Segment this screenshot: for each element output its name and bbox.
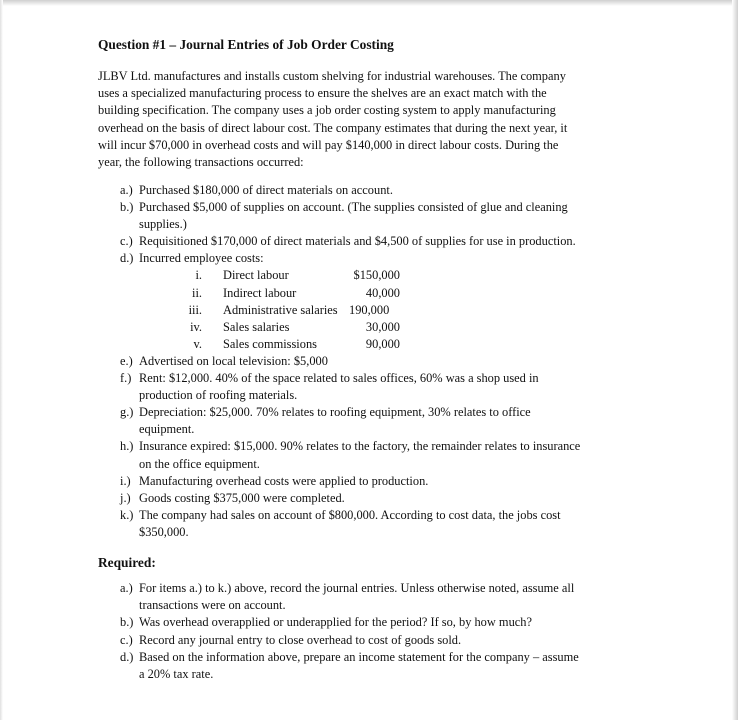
item-text: supplies.) [139, 217, 187, 232]
cost-roman-numeral: i. [195, 268, 202, 283]
item-text: equipment. [139, 422, 195, 437]
item-text: Goods costing $375,000 were completed. [139, 490, 345, 505]
intro-line: year, the following transactions occurred: [98, 155, 304, 170]
cost-label: Sales commissions [223, 336, 317, 351]
transaction-item-b [120, 199, 650, 233]
page-shadow-top [0, 0, 738, 6]
cost-amount: 90,000 [365, 336, 400, 351]
item-label: a.) [120, 581, 133, 595]
item-text: Based on the information above, prepare an income statement for the company – assume [139, 649, 579, 664]
intro-line: uses a specialized manufacturing process to ensure the shelves are an exact match with the [98, 86, 547, 101]
item-text: Insurance expired: $15,000. 90% relates to the factory, the remainder relates to insurance [139, 439, 581, 454]
item-text: on the office equipment. [139, 456, 260, 471]
required-item-c [120, 632, 650, 649]
required-list [120, 580, 650, 683]
question-title: Question #1 – Journal Entries of Job Order Costing [98, 37, 394, 52]
employee-costs-table [120, 267, 650, 352]
transaction-list [120, 182, 650, 541]
cost-roman-numeral: v. [193, 336, 202, 351]
required-item-b [120, 614, 650, 631]
transaction-item-k [120, 507, 650, 541]
item-text: Manufacturing overhead costs were applied to production. [139, 473, 429, 488]
employee-cost-row [120, 336, 650, 353]
page-shadow-left [0, 0, 3, 720]
item-label: i.) [120, 473, 131, 488]
cost-roman-numeral: iii. [188, 302, 202, 317]
employee-cost-row [120, 285, 650, 302]
cost-label: Sales salaries [223, 319, 290, 334]
question-intro [98, 68, 638, 171]
required-item-a [120, 580, 650, 614]
item-text: Depreciation: $25,000. 70% relates to roofing equipment, 30% relates to office [139, 405, 531, 420]
item-text: $350,000. [139, 524, 189, 539]
item-label: c.) [120, 632, 133, 647]
item-label: f.) [120, 371, 132, 386]
cost-amount: 40,000 [365, 285, 400, 300]
item-label: h.) [120, 439, 134, 454]
transaction-item-f [120, 370, 650, 404]
item-text: Purchased $5,000 of supplies on account. (The supplies consisted of glue and cleaning [139, 200, 568, 215]
transaction-item-a [120, 182, 650, 199]
intro-line: will incur $70,000 in overhead costs and will pay $140,000 in direct labour costs. During the [98, 137, 559, 152]
item-text: transactions were on account. [139, 598, 286, 613]
cost-amount: $150,000 [353, 268, 400, 283]
item-label: c.) [120, 234, 133, 249]
employee-cost-row [120, 267, 650, 284]
cost-label: Direct labour [223, 268, 289, 283]
transaction-item-e [120, 353, 650, 370]
item-text: Purchased $180,000 of direct materials on account. [139, 183, 393, 197]
page-shadow-right [732, 0, 738, 720]
cost-roman-numeral: iv. [190, 319, 202, 334]
item-text: The company had sales on account of $800,000. According to cost data, the jobs cost [139, 507, 561, 522]
employee-cost-row [120, 302, 650, 319]
employee-cost-row [120, 319, 650, 336]
item-label: b.) [120, 200, 134, 215]
item-text: For items a.) to k.) above, record the journal entries. Unless otherwise noted, assume all [139, 581, 575, 595]
item-label: d.) [120, 649, 134, 664]
item-text: production of roofing materials. [139, 388, 298, 403]
transaction-item-c [120, 233, 650, 250]
intro-line: JLBV Ltd. manufactures and installs custom shelving for industrial warehouses. The company [98, 69, 566, 83]
cost-amount: 30,000 [365, 319, 400, 334]
item-label: g.) [120, 405, 134, 420]
transaction-item-g [120, 404, 650, 438]
item-label: d.) [120, 251, 134, 266]
intro-line: building specification. The company uses a job order costing system to apply manufacturing [98, 103, 556, 118]
item-text: Record any journal entry to close overhead to cost of goods sold. [139, 632, 462, 647]
item-label: b.) [120, 615, 134, 630]
transaction-item-i [120, 473, 650, 490]
item-label: k.) [120, 507, 134, 522]
item-text: Advertised on local television: $5,000 [139, 353, 328, 368]
item-text: a 20% tax rate. [139, 667, 214, 682]
cost-label: Administrative salaries [223, 302, 338, 317]
item-text: Requisitioned $170,000 of direct materials and $4,500 of supplies for use in production. [139, 234, 576, 249]
item-text: Was overhead overapplied or underapplied for the period? If so, by how much? [139, 615, 532, 630]
transaction-item-j [120, 490, 650, 507]
cost-roman-numeral: ii. [192, 285, 202, 300]
transaction-item-h [120, 438, 650, 472]
intro-line: overhead on the basis of direct labour cost. The company estimates that during the next year, it [98, 120, 568, 135]
cost-amount: 190,000 [349, 302, 390, 317]
item-label: e.) [120, 353, 133, 368]
item-text: Rent: $12,000. 40% of the space related to sales offices, 60% was a shop used in [139, 371, 539, 386]
item-label: a.) [120, 183, 133, 197]
item-text: Incurred employee costs: [139, 251, 264, 266]
transaction-item-d [120, 250, 650, 267]
cost-label: Indirect labour [223, 285, 297, 300]
required-item-d [120, 649, 650, 683]
required-heading: Required: [98, 555, 156, 570]
item-label: j.) [120, 490, 131, 505]
